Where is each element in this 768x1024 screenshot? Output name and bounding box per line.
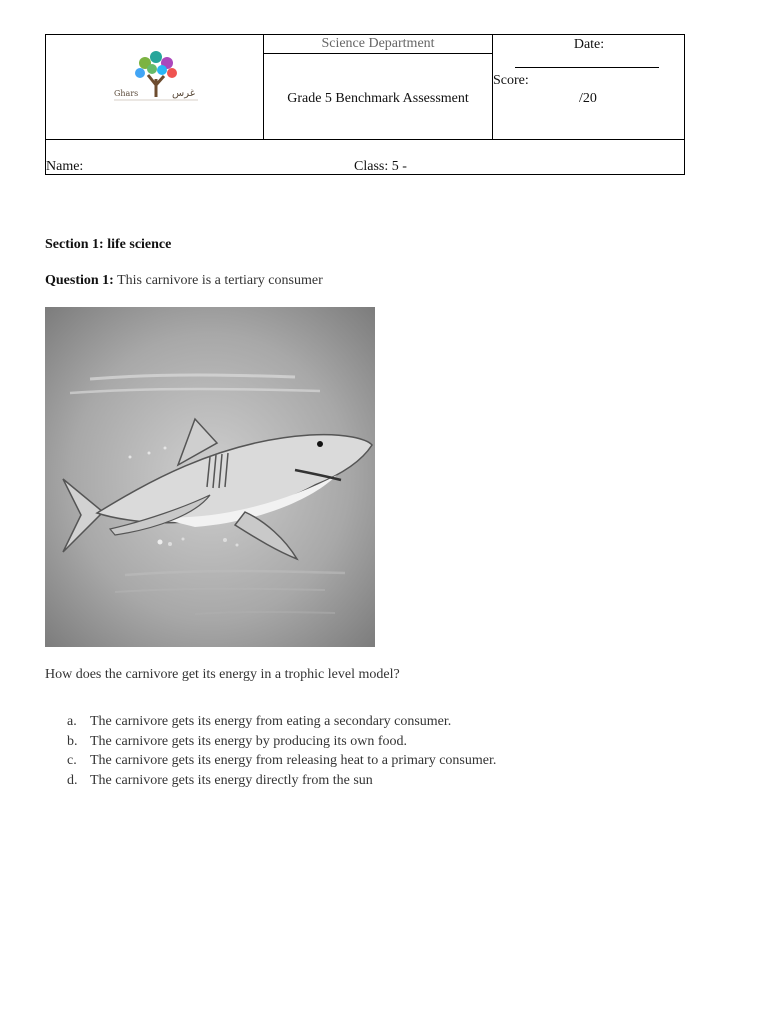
name-field-line[interactable] <box>88 174 335 175</box>
logo-leaf <box>167 68 177 78</box>
logo-text-latin: Ghars <box>114 89 139 98</box>
score-total: /20 <box>579 91 597 106</box>
department-label: Science Department <box>264 35 492 54</box>
option-text: The carnivore gets its energy by producing its own food. <box>90 733 408 749</box>
title-cell <box>264 35 493 139</box>
option-letter: a. <box>67 714 77 729</box>
date-label: Date: <box>573 37 605 52</box>
school-logo <box>112 45 202 109</box>
question-1-text: This carnivore is a tertiary consumer <box>113 273 323 288</box>
option-text: The carnivore gets its energy directly from the sun <box>90 772 373 788</box>
date-score-cell <box>493 35 685 139</box>
score-label: Score: <box>493 73 529 88</box>
bubble <box>148 452 151 455</box>
bubble <box>158 540 163 545</box>
name-class-row <box>46 139 684 175</box>
logo-leaf <box>147 64 157 74</box>
bubble <box>168 542 172 546</box>
date-field-line[interactable] <box>515 67 659 68</box>
shark-eye <box>317 441 323 447</box>
logo-leaf <box>157 65 167 75</box>
logo-trunk <box>148 75 164 97</box>
bubble <box>182 538 185 541</box>
option-letter: b. <box>67 733 78 749</box>
answer-options <box>67 712 496 790</box>
section-title: Section 1: life science <box>45 237 172 252</box>
bubble <box>164 447 167 450</box>
header-table <box>45 34 685 175</box>
logo-leaf <box>135 68 145 78</box>
shark-illustration <box>45 307 375 647</box>
assessment-title: Grade 5 Benchmark Assessment <box>287 91 469 106</box>
class-label: Class: 5 - <box>354 159 407 174</box>
question-1 <box>45 273 323 289</box>
question-1-prompt: How does the carnivore get its energy in a trophic level model? <box>45 667 400 682</box>
bubble <box>223 538 227 542</box>
name-label: Name: <box>46 159 84 174</box>
class-field-line[interactable] <box>412 174 553 175</box>
question-1-label: Question 1: <box>45 273 114 288</box>
option-b[interactable] <box>67 732 496 752</box>
option-d[interactable] <box>67 771 496 791</box>
option-text: The carnivore gets its energy from releasing heat to a primary consumer. <box>90 753 497 768</box>
option-a[interactable] <box>67 712 496 732</box>
bubble <box>236 544 239 547</box>
option-letter: d. <box>67 772 78 788</box>
logo-leaf <box>150 51 162 63</box>
bubble <box>129 456 132 459</box>
option-letter: c. <box>67 753 77 768</box>
option-text: The carnivore gets its energy from eating a secondary consumer. <box>90 714 452 729</box>
option-c[interactable] <box>67 751 496 771</box>
logo-cell <box>46 35 264 139</box>
logo-text-arabic: غرس <box>172 88 195 99</box>
